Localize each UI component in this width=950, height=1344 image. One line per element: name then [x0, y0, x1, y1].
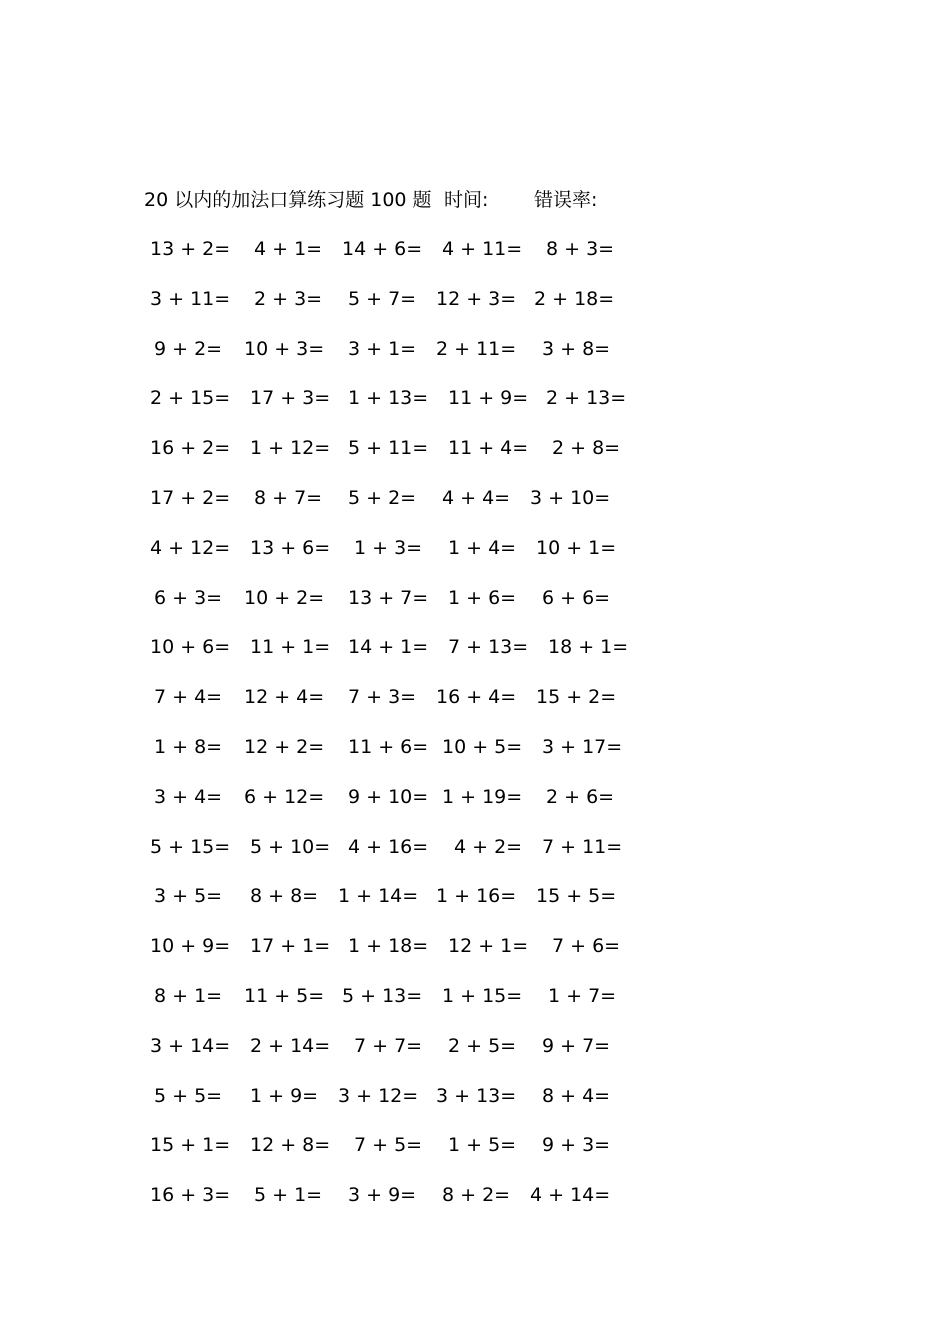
problem-cell: 10 + 9=: [150, 935, 231, 958]
problem-row: [144, 234, 644, 284]
problem-cell: 4 + 12=: [150, 536, 231, 559]
problem-cell: 3 + 12=: [338, 1084, 419, 1107]
problem-cell: 2 + 8=: [552, 437, 621, 460]
problem-cell: 8 + 1=: [154, 984, 223, 1007]
problem-row: [144, 433, 644, 483]
problem-cell: 12 + 8=: [250, 1134, 331, 1157]
problem-cell: 3 + 8=: [542, 337, 611, 360]
problem-cell: 5 + 10=: [250, 835, 331, 858]
problem-row: [144, 334, 644, 384]
problem-cell: 2 + 15=: [150, 387, 231, 410]
problem-cell: 1 + 15=: [442, 984, 523, 1007]
problem-cell: 9 + 10=: [348, 785, 429, 808]
problem-cell: 7 + 4=: [154, 686, 223, 709]
problem-cell: 3 + 11=: [150, 287, 231, 310]
problem-cell: 3 + 17=: [542, 735, 623, 758]
problem-cell: 7 + 5=: [354, 1134, 423, 1157]
problem-cell: 16 + 4=: [436, 686, 517, 709]
problem-cell: 7 + 7=: [354, 1034, 423, 1057]
problem-cell: 8 + 7=: [254, 486, 323, 509]
problem-cell: 11 + 6=: [348, 735, 429, 758]
problem-cell: 7 + 6=: [552, 935, 621, 958]
problem-cell: 15 + 5=: [536, 885, 617, 908]
problem-cell: 17 + 1=: [250, 935, 331, 958]
problem-cell: 15 + 2=: [536, 686, 617, 709]
problem-cell: 1 + 19=: [442, 785, 523, 808]
problem-cell: 9 + 2=: [154, 337, 223, 360]
problem-cell: 3 + 9=: [348, 1184, 417, 1207]
problem-cell: 5 + 1=: [254, 1184, 323, 1207]
problem-row: [144, 881, 644, 931]
problem-cell: 12 + 2=: [244, 735, 325, 758]
problem-row: [144, 1130, 644, 1180]
problem-cell: 9 + 7=: [542, 1034, 611, 1057]
problem-cell: 4 + 2=: [454, 835, 523, 858]
problem-cell: 4 + 4=: [442, 486, 511, 509]
problem-cell: 16 + 3=: [150, 1184, 231, 1207]
problem-row: [144, 732, 644, 782]
problem-row: [144, 483, 644, 533]
problem-cell: 5 + 2=: [348, 486, 417, 509]
problem-cell: 5 + 7=: [348, 287, 417, 310]
problem-cell: 6 + 3=: [154, 586, 223, 609]
problem-cell: 6 + 6=: [542, 586, 611, 609]
problem-cell: 7 + 11=: [542, 835, 623, 858]
problem-cell: 3 + 10=: [530, 486, 611, 509]
problem-cell: 10 + 1=: [536, 536, 617, 559]
problem-cell: 14 + 1=: [348, 636, 429, 659]
problem-cell: 10 + 2=: [244, 586, 325, 609]
problem-cell: 2 + 14=: [250, 1034, 331, 1057]
problem-row: [144, 931, 644, 981]
problem-row: [144, 682, 644, 732]
problem-row: [144, 832, 644, 882]
problem-cell: 3 + 13=: [436, 1084, 517, 1107]
problem-cell: 17 + 3=: [250, 387, 331, 410]
problem-cell: 3 + 5=: [154, 885, 223, 908]
problem-cell: 11 + 5=: [244, 984, 325, 1007]
problem-cell: 1 + 5=: [448, 1134, 517, 1157]
problem-cell: 1 + 13=: [348, 387, 429, 410]
problem-cell: 16 + 2=: [150, 437, 231, 460]
problem-row: [144, 782, 644, 832]
problem-cell: 11 + 1=: [250, 636, 331, 659]
problem-cell: 1 + 12=: [250, 437, 331, 460]
problem-row: [144, 583, 644, 633]
problem-cell: 13 + 7=: [348, 586, 429, 609]
problem-row: [144, 284, 644, 334]
problem-cell: 3 + 14=: [150, 1034, 231, 1057]
problem-cell: 6 + 12=: [244, 785, 325, 808]
problem-cell: 2 + 11=: [436, 337, 517, 360]
problem-cell: 8 + 4=: [542, 1084, 611, 1107]
problem-cell: 1 + 16=: [436, 885, 517, 908]
worksheet-title: 20 以内的加法口算练习题 100 题: [144, 189, 432, 211]
problem-row: [144, 1180, 644, 1230]
problem-cell: 1 + 14=: [338, 885, 419, 908]
problem-cell: 8 + 2=: [442, 1184, 511, 1207]
problem-cell: 17 + 2=: [150, 486, 231, 509]
problem-cell: 5 + 13=: [342, 984, 423, 1007]
problem-cell: 11 + 9=: [448, 387, 529, 410]
problem-cell: 5 + 5=: [154, 1084, 223, 1107]
problem-cell: 2 + 13=: [546, 387, 627, 410]
problem-grid: [144, 234, 644, 1230]
problem-cell: 5 + 15=: [150, 835, 231, 858]
problem-cell: 14 + 6=: [342, 238, 423, 260]
problem-cell: 10 + 5=: [442, 735, 523, 758]
error-rate-label: 错误率:: [534, 189, 598, 211]
problem-cell: 8 + 3=: [546, 238, 615, 260]
problem-cell: 10 + 6=: [150, 636, 231, 659]
problem-cell: 1 + 18=: [348, 935, 429, 958]
problem-cell: 15 + 1=: [150, 1134, 231, 1157]
problem-cell: 1 + 4=: [448, 536, 517, 559]
problem-cell: 4 + 16=: [348, 835, 429, 858]
problem-cell: 1 + 8=: [154, 735, 223, 758]
problem-cell: 18 + 1=: [548, 636, 629, 659]
problem-cell: 11 + 4=: [448, 437, 529, 460]
problem-row: [144, 383, 644, 433]
problem-cell: 5 + 11=: [348, 437, 429, 460]
problem-cell: 2 + 5=: [448, 1034, 517, 1057]
problem-cell: 1 + 3=: [354, 536, 423, 559]
problem-row: [144, 632, 644, 682]
problem-cell: 1 + 9=: [250, 1084, 319, 1107]
problem-cell: 10 + 3=: [244, 337, 325, 360]
problem-cell: 9 + 3=: [542, 1134, 611, 1157]
problem-cell: 2 + 18=: [534, 287, 615, 310]
problem-cell: 1 + 6=: [448, 586, 517, 609]
problem-cell: 4 + 14=: [530, 1184, 611, 1207]
problem-cell: 7 + 13=: [448, 636, 529, 659]
problem-row: [144, 981, 644, 1031]
problem-cell: 1 + 7=: [548, 984, 617, 1007]
problem-cell: 3 + 4=: [154, 785, 223, 808]
problem-cell: 7 + 3=: [348, 686, 417, 709]
problem-cell: 4 + 1=: [254, 238, 323, 260]
problem-cell: 4 + 11=: [442, 238, 523, 260]
problem-cell: 13 + 6=: [250, 536, 331, 559]
problem-cell: 12 + 4=: [244, 686, 325, 709]
time-label: 时间:: [444, 189, 489, 211]
problem-row: [144, 1031, 644, 1081]
problem-cell: 13 + 2=: [150, 238, 231, 260]
problem-cell: 2 + 3=: [254, 287, 323, 310]
problem-cell: 3 + 1=: [348, 337, 417, 360]
problem-row: [144, 533, 644, 583]
problem-row: [144, 1081, 644, 1131]
problem-cell: 8 + 8=: [250, 885, 319, 908]
problem-cell: 2 + 6=: [546, 785, 615, 808]
problem-cell: 12 + 1=: [448, 935, 529, 958]
problem-cell: 12 + 3=: [436, 287, 517, 310]
